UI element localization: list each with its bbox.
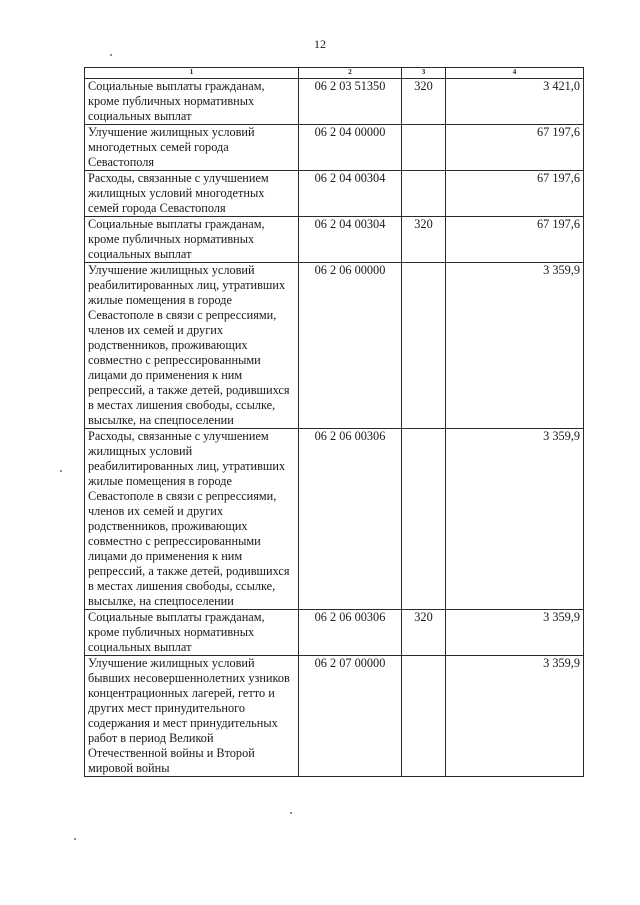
row-name: Социальные выплаты гражданам, кроме публичных нормативных социальных выплат bbox=[85, 79, 299, 125]
row-code: 06 2 04 00000 bbox=[299, 125, 402, 171]
row-name: Социальные выплаты гражданам, кроме публичных нормативных социальных выплат bbox=[85, 217, 299, 263]
row-type bbox=[402, 429, 446, 610]
row-code: 06 2 04 00304 bbox=[299, 171, 402, 217]
column-header-3: 3 bbox=[402, 68, 446, 79]
row-type: 320 bbox=[402, 217, 446, 263]
table-row bbox=[85, 125, 584, 171]
scan-speck bbox=[74, 838, 76, 840]
table-header-row bbox=[85, 68, 584, 79]
scan-speck bbox=[60, 470, 62, 472]
scan-speck bbox=[110, 54, 112, 56]
row-code: 06 2 07 00000 bbox=[299, 656, 402, 777]
row-type: 320 bbox=[402, 610, 446, 656]
table-row bbox=[85, 79, 584, 125]
column-header-1: 1 bbox=[85, 68, 299, 79]
table-row bbox=[85, 217, 584, 263]
row-name: Социальные выплаты гражданам, кроме публичных нормативных социальных выплат bbox=[85, 610, 299, 656]
row-name: Расходы, связанные с улучшением жилищных условий многодетных семей города Севастополя bbox=[85, 171, 299, 217]
row-type bbox=[402, 263, 446, 429]
table-row bbox=[85, 610, 584, 656]
row-type bbox=[402, 656, 446, 777]
row-sum: 67 197,6 bbox=[446, 217, 584, 263]
table-row bbox=[85, 656, 584, 777]
row-name: Расходы, связанные с улучшением жилищных условий реабилитированных лиц, утративших жилые помещения в городе Севастополе в связи с репрессиями, членов их семей и других родственников, проживающих совместно с репрессированными лицами до применения к ним репрессий, а также детей, родившихся в местах лишения свободы, ссылке, высылке, на спецпоселении bbox=[85, 429, 299, 610]
row-code: 06 2 06 00000 bbox=[299, 263, 402, 429]
table-row bbox=[85, 171, 584, 217]
table-row bbox=[85, 263, 584, 429]
row-type: 320 bbox=[402, 79, 446, 125]
table-row bbox=[85, 429, 584, 610]
row-code: 06 2 04 00304 bbox=[299, 217, 402, 263]
row-sum: 3 359,9 bbox=[446, 263, 584, 429]
budget-table bbox=[84, 67, 584, 777]
row-sum: 67 197,6 bbox=[446, 125, 584, 171]
row-name: Улучшение жилищных условий бывших несовершеннолетних узников концентрационных лагерей, гетто и других мест принудительного содержания и мест принудительных работ в период Великой Отечественной войны и Второй мировой войны bbox=[85, 656, 299, 777]
column-header-2: 2 bbox=[299, 68, 402, 79]
row-sum: 3 359,9 bbox=[446, 610, 584, 656]
row-name: Улучшение жилищных условий реабилитированных лиц, утративших жилые помещения в городе Севастополе в связи с репрессиями, членов их семей и других родственников, проживающих совместно с репрессированными лицами до применения к ним репрессий, а также детей, родившихся в местах лишения свободы, ссылке, высылке, на спецпоселении bbox=[85, 263, 299, 429]
page-number: 12 bbox=[314, 37, 326, 51]
row-code: 06 2 03 51350 bbox=[299, 79, 402, 125]
column-header-4: 4 bbox=[446, 68, 584, 79]
row-sum: 3 359,9 bbox=[446, 429, 584, 610]
row-type bbox=[402, 171, 446, 217]
row-code: 06 2 06 00306 bbox=[299, 610, 402, 656]
row-sum: 3 359,9 bbox=[446, 656, 584, 777]
row-code: 06 2 06 00306 bbox=[299, 429, 402, 610]
scan-speck bbox=[290, 812, 292, 814]
row-type bbox=[402, 125, 446, 171]
row-sum: 67 197,6 bbox=[446, 171, 584, 217]
row-sum: 3 421,0 bbox=[446, 79, 584, 125]
row-name: Улучшение жилищных условий многодетных семей города Севастополя bbox=[85, 125, 299, 171]
